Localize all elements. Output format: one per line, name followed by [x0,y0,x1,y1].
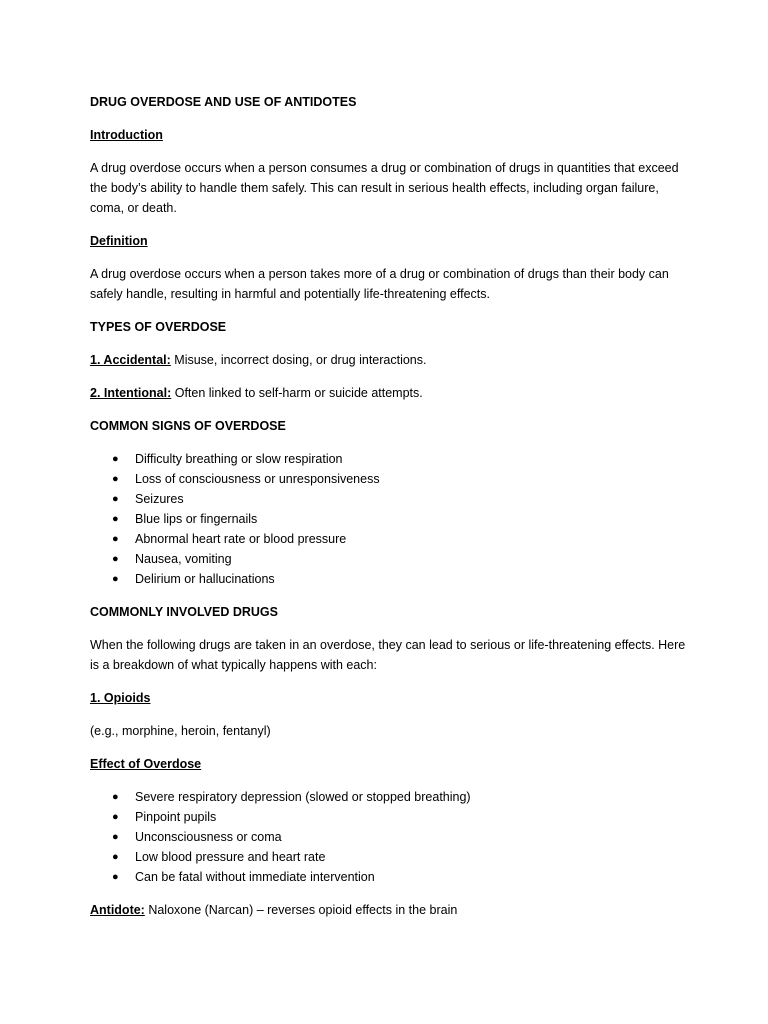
bullet-icon: ● [112,553,119,565]
list-item [90,489,690,509]
list-item [90,787,690,807]
type-accidental-label: 1. Accidental: [90,353,171,367]
list-item [90,529,690,549]
effect-heading: Effect of Overdose [90,757,202,771]
type-intentional-label: 2. Intentional: [90,386,172,400]
definition-heading: Definition [90,234,148,248]
list-item-text: Seizures [135,492,184,506]
list-item-text: Difficulty breathing or slow respiration [135,452,343,466]
antidote-label: Antidote: [90,903,145,917]
drugs-intro-paragraph: When the following drugs are taken in an overdose, they can lead to serious or life-threatening effects. Here is a breakdown of what typically happens with each: [90,638,686,672]
opioids-heading: 1. Opioids [90,691,151,705]
bullet-icon: ● [112,831,119,843]
opioids-examples: (e.g., morphine, heroin, fentanyl) [90,724,271,738]
opioid-effects-list [90,787,690,887]
bullet-icon: ● [112,573,119,585]
drugs-heading: COMMONLY INVOLVED DRUGS [90,605,278,619]
antidote-text: Naloxone (Narcan) – reverses opioid effects in the brain [144,903,458,917]
list-item [90,827,690,847]
list-item [90,867,690,887]
type-accidental [90,350,690,370]
bullet-icon: ● [112,791,119,803]
bullet-icon: ● [112,871,119,883]
list-item-text: Low blood pressure and heart rate [135,850,326,864]
signs-list [90,449,690,589]
list-item-text: Severe respiratory depression (slowed or stopped breathing) [135,790,471,804]
list-item-text: Blue lips or fingernails [135,512,258,526]
list-item [90,509,690,529]
bullet-icon: ● [112,811,119,823]
introduction-paragraph: A drug overdose occurs when a person consumes a drug or combination of drugs in quantities that exceed the body’s ability to handle them safely. This can result in serious health effects, including organ failure, coma, or death. [90,161,679,215]
list-item-text: Loss of consciousness or unresponsiveness [135,472,380,486]
type-accidental-text: Misuse, incorrect dosing, or drug interactions. [170,353,427,367]
bullet-icon: ● [112,513,119,525]
type-intentional [90,383,690,403]
list-item-text: Pinpoint pupils [135,810,217,824]
definition-paragraph: A drug overdose occurs when a person takes more of a drug or combination of drugs than their body can safely handle, resulting in harmful and potentially life-threatening effects. [90,267,669,301]
types-heading: TYPES OF OVERDOSE [90,320,227,334]
antidote-line [90,900,690,920]
list-item [90,469,690,489]
document-page [90,92,690,920]
list-item-text: Delirium or hallucinations [135,572,275,586]
list-item-text: Abnormal heart rate or blood pressure [135,532,347,546]
bullet-icon: ● [112,453,119,465]
bullet-icon: ● [112,851,119,863]
list-item [90,449,690,469]
list-item-text: Can be fatal without immediate intervention [135,870,375,884]
list-item-text: Unconsciousness or coma [135,830,282,844]
bullet-icon: ● [112,493,119,505]
document-title: DRUG OVERDOSE AND USE OF ANTIDOTES [90,95,357,109]
list-item-text: Nausea, vomiting [135,552,232,566]
introduction-heading: Introduction [90,128,163,142]
list-item [90,549,690,569]
list-item [90,807,690,827]
bullet-icon: ● [112,473,119,485]
bullet-icon: ● [112,533,119,545]
signs-heading: COMMON SIGNS OF OVERDOSE [90,419,286,433]
list-item [90,847,690,867]
list-item [90,569,690,589]
type-intentional-text: Often linked to self-harm or suicide attempts. [171,386,423,400]
